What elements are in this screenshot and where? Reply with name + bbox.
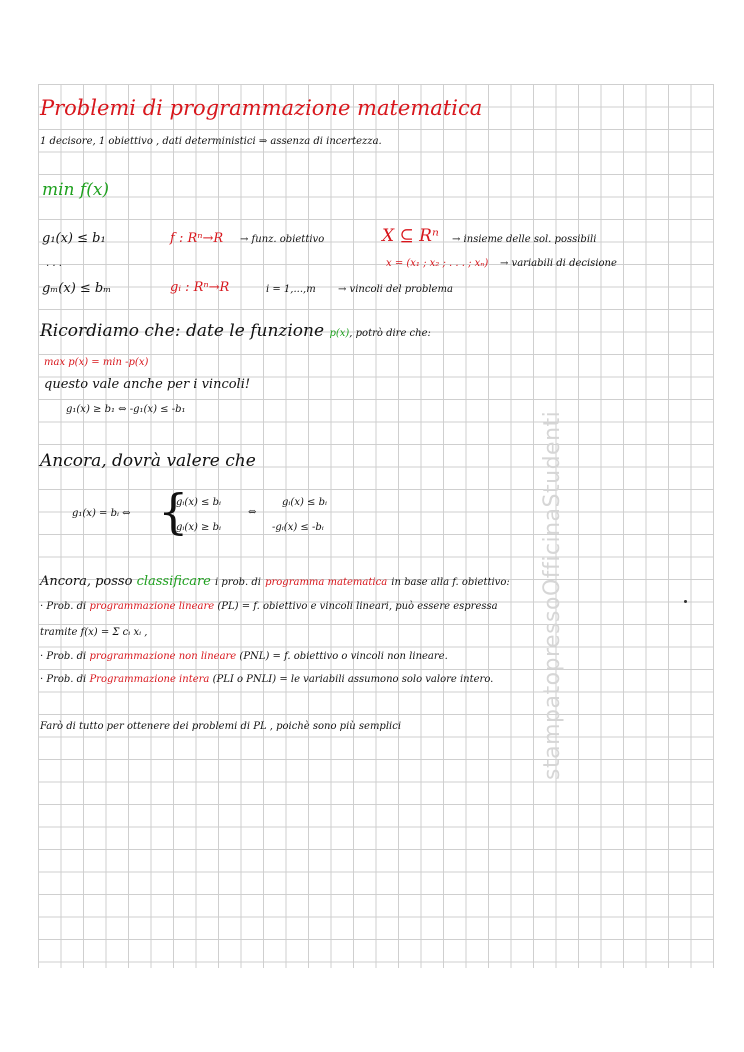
ellipsis: . . . — [46, 258, 62, 269]
inequality-equivalence: g₁(x) ≥ b₁ ⇔ -g₁(x) ≤ -b₁ — [66, 404, 186, 415]
constraint-function-domain: gᵢ : Rⁿ→R — [170, 280, 230, 295]
system2-bottom: -gᵢ(x) ≤ -bᵢ — [272, 522, 324, 533]
ancora-line-2 — [40, 574, 510, 589]
ancora-line-1: Ancora, dovrà valere che — [40, 451, 256, 471]
constraint-g1: g₁(x) ≤ b₁ — [42, 231, 106, 246]
pnl-a: · Prob. di — [40, 651, 87, 662]
system2-top: gᵢ(x) ≤ bᵢ — [282, 497, 328, 508]
pl-line — [40, 601, 498, 612]
system1-bottom: gᵢ(x) ≥ bᵢ — [176, 522, 222, 533]
pl-a: · Prob. di — [40, 601, 87, 612]
ancora2-a: Ancora, posso — [40, 574, 133, 589]
iff-symbol: ⇔ — [248, 507, 257, 518]
ink-dot — [684, 600, 687, 603]
pli-integer: Programmazione intera — [89, 674, 210, 685]
pli-line — [40, 674, 493, 685]
objective-function-domain: f : Rⁿ→R — [170, 231, 224, 246]
pnl-nonlinear: programmazione non lineare — [89, 651, 237, 662]
decision-vector-desc: → variabili di decisione — [500, 258, 617, 269]
recall-text-a: Ricordiamo che: date le funzione — [40, 321, 325, 341]
ancora2-classify: classificare — [136, 574, 211, 589]
ancora2-c: i prob. di — [215, 577, 261, 588]
feasible-set: X ⊆ Rⁿ — [382, 226, 439, 246]
intro-line: 1 decisore, 1 obiettivo , dati deterministici ⇒ assenza di incertezza. — [40, 136, 382, 147]
final-note: Farò di tutto per ottenere dei problemi di PL , poichè sono più semplici — [40, 721, 402, 732]
pl-c: (PL) = f. obiettivo e vincoli lineari, può essere espressa — [217, 601, 498, 612]
ancora2-e: in base alla f. obiettivo: — [391, 577, 510, 588]
pli-c: (PLI o PNLI) = le variabili assumono solo valore intero. — [212, 674, 494, 685]
constraint-gm: gₘ(x) ≤ bₘ — [42, 281, 112, 296]
objective-function-desc: → funz. obiettivo — [240, 234, 325, 245]
decision-vector: x = (x₁ ; x₂ ; . . . ; xₙ) — [386, 258, 489, 269]
system1-top: gᵢ(x) ≤ bᵢ — [176, 497, 222, 508]
constraint-index: i = 1,...,m — [266, 284, 316, 295]
max-min-equivalence: max p(x) = min -p(x) — [44, 357, 149, 368]
feasible-set-desc: → insieme delle sol. possibili — [452, 234, 597, 245]
grid-paper — [38, 84, 714, 968]
equality-left: g₁(x) = bᵢ ⇔ — [72, 508, 131, 519]
recall-function: p(x) — [329, 328, 350, 339]
pl-linear: programmazione lineare — [89, 601, 215, 612]
pl-continuation: tramite f(x) = Σ cᵢ xᵢ , — [40, 627, 148, 638]
recall-text-b: , potrò dire che: — [349, 328, 431, 339]
system-brace: { — [158, 484, 189, 540]
pli-a: · Prob. di — [40, 674, 87, 685]
constraint-desc: → vincoli del problema — [338, 284, 453, 295]
objective-min: min f(x) — [42, 180, 110, 200]
pnl-c: (PNL) = f. obiettivo o vincoli non lineare. — [239, 651, 448, 662]
pnl-line — [40, 651, 448, 662]
ancora2-program: programma matematica — [265, 577, 388, 588]
recall-line — [40, 321, 431, 341]
watermark-text: stampatopressoOfficinaStudenti — [540, 410, 565, 780]
page-title: Problemi di programmazione matematica — [40, 96, 483, 120]
constraints-note: questo vale anche per i vincoli! — [44, 377, 251, 392]
